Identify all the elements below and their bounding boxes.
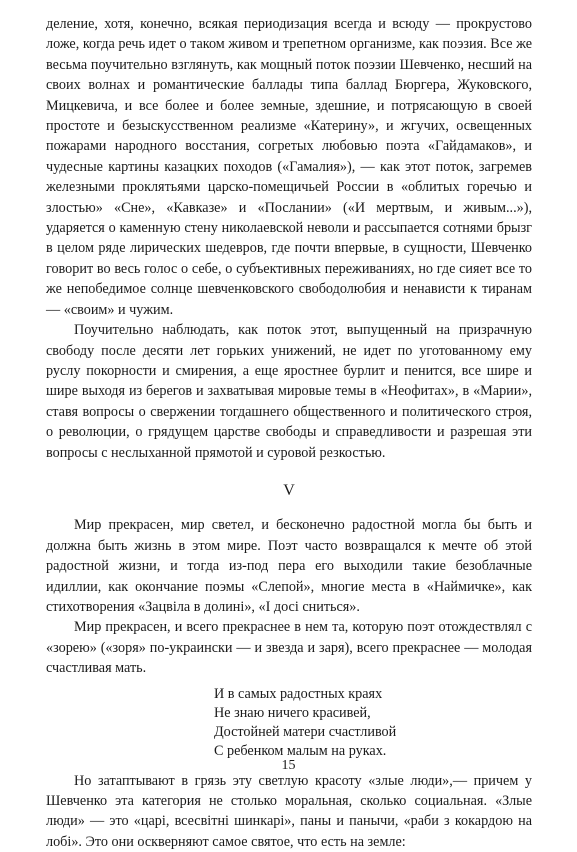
verse-quote: [214, 685, 532, 761]
page-number: 15: [281, 758, 296, 773]
paragraph: Мир прекрасен, мир светел, и бесконечно радостной могла бы быть и должна быть жизнь в этом мире. Поэт часто возвращался к мечте об этой радостной жизни, и тогда из-под пера его выходили такие безоблачные идиллии, как окончание поэмы «Слепой», многие места в «Наймичке», как стихотворения «Зацвіла в долині», «І досі сниться».: [46, 517, 532, 615]
page-body: [46, 14, 532, 852]
verse-line: Не знаю ничего красивей,: [214, 704, 371, 721]
verse-line: Достойней матери счастливой: [214, 723, 397, 740]
section-heading: V: [283, 481, 295, 499]
paragraph: Но затаптывают в грязь эту светлую красоту «злые люди»,— причем у Шевченко эта категория не столько моральная, сколько социальная. «Злые люди» — это «царі, всесвітні шинкарі», паны и панычи, «раби з кокардою на лобі». Это они оскверняют самое святое, что есть на земле:: [46, 772, 532, 850]
verse-line: И в самых радостных краях: [214, 685, 383, 702]
paragraph: Мир прекрасен, и всего прекраснее в нем та, которую поэт отождествлял с «зорею» («зоря» по-украински — и звезда и заря), всего прекраснее — молодая счастливая мать.: [46, 619, 532, 677]
verse-line: С ребенком малым на руках.: [214, 742, 387, 759]
paragraph: деление, хотя, конечно, всякая периодизация всегда и всюду — прокрустово ложе, когда речь идет о таком живом и трепетном организме, как поэзия. Все же весьма поучительно взглянуть, как мощный поток поэзии Шевченко, несший на своих волнах и романтические баллады типа баллад Бюргера, Жуковского, Мицкевича, и все более и более земные, здешние, и потрясающую в своей простоте и безыскусственном реализме «Катерину», и жгучих, освещенных пожарами народного восстания, согретых любовью поэта «Гайдамаков», и чудесные картины казацких походов («Гамалия»), — как этот поток, загремев железными проклятьями царско-помещичьей России в «облитых горечью и злостью» «Сне», «Кавказе» и «Послании» («И мертвым, и живым...»), ударяется о каменную стену николаевской неволи и рассыпается сотнями брызг в целом ряде лирических шедевров, где почти впервые, в сущности, Шевченко говорит во весь голос о себе, о субъективных переживаниях, но где сияет все то же непобедимое солнце шевченковского свободолюбия и ненависти к тиранам — «своим» и чужим.: [46, 16, 532, 318]
paragraph: Поучительно наблюдать, как поток этот, выпущенный на призрачную свободу после десяти лет горьких унижений, не идет по уготованному ему руслу покорности и смирения, а еще яростнее бурлит и пенится, все шире и шире выходя из берегов и захватывая мировые темы в «Неофитах», в «Марии», ставя вопросы о свержении тогдашнего общественного и политического строя, о революции, о грядущем царстве свободы и справедливости и разрешая эти вопросы с неслыханной прямотой и суровой резкостью.: [46, 322, 532, 461]
